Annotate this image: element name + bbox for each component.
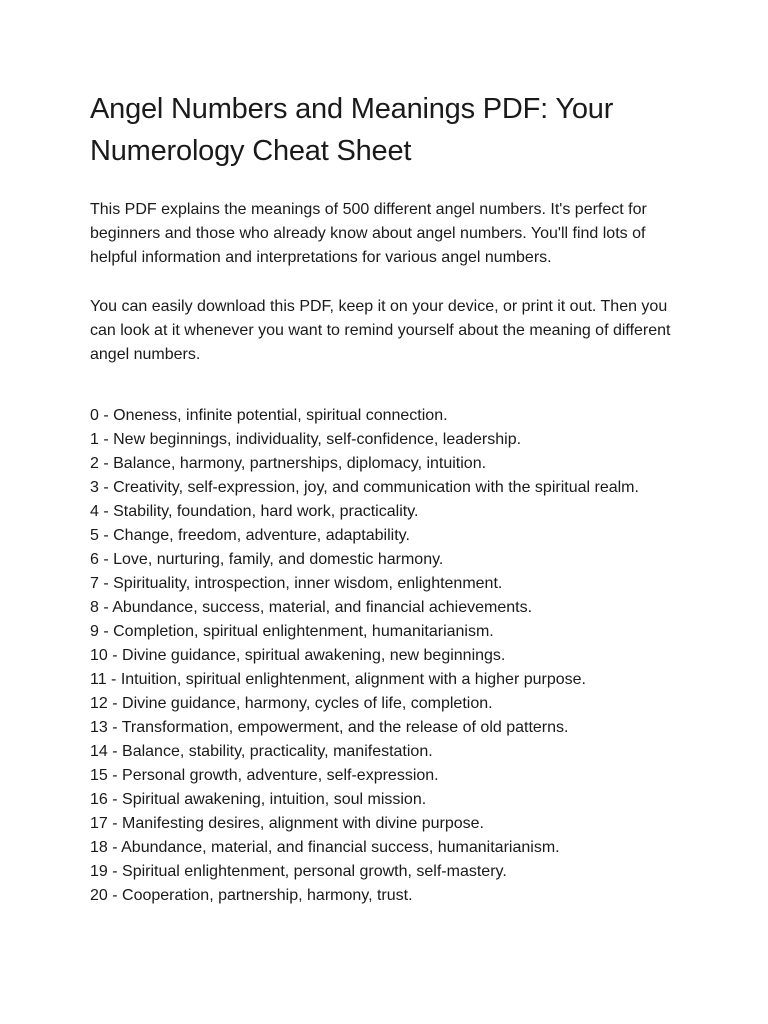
list-item: 14 - Balance, stability, practicality, manifestation. xyxy=(90,743,433,760)
list-item: 15 - Personal growth, adventure, self-expression. xyxy=(90,767,439,784)
list-item: 12 - Divine guidance, harmony, cycles of life, completion. xyxy=(90,695,493,712)
list-item: 16 - Spiritual awakening, intuition, soul mission. xyxy=(90,791,427,808)
list-item: 2 - Balance, harmony, partnerships, diplomacy, intuition. xyxy=(90,455,487,472)
list-item: 0 - Oneness, infinite potential, spiritual connection. xyxy=(90,407,448,424)
list-item: 10 - Divine guidance, spiritual awakening, new beginnings. xyxy=(90,647,506,664)
angel-number-list xyxy=(90,404,690,908)
list-item: 19 - Spiritual enlightenment, personal growth, self-mastery. xyxy=(90,863,507,880)
intro-paragraph: This PDF explains the meanings of 500 different angel numbers. It's perfect for beginners and those who already know about angel numbers. You'll find lots of helpful information and interpretations for various angel numbers. xyxy=(90,201,647,266)
list-item: 1 - New beginnings, individuality, self-confidence, leadership. xyxy=(90,431,522,448)
list-item: 17 - Manifesting desires, alignment with divine purpose. xyxy=(90,815,484,832)
document-page xyxy=(90,88,690,904)
list-item: 13 - Transformation, empowerment, and the release of old patterns. xyxy=(90,719,569,736)
list-item: 18 - Abundance, material, and financial success, humanitarianism. xyxy=(90,839,560,856)
list-item: 7 - Spirituality, introspection, inner wisdom, enlightenment. xyxy=(90,575,503,592)
download-paragraph: You can easily download this PDF, keep it on your device, or print it out. Then you can look at it whenever you want to remind yourself about the meaning of different angel numbers. xyxy=(90,298,671,363)
list-item: 4 - Stability, foundation, hard work, practicality. xyxy=(90,503,419,520)
list-item: 3 - Creativity, self-expression, joy, and communication with the spiritual realm. xyxy=(90,479,639,496)
list-item: 11 - Intuition, spiritual enlightenment, alignment with a higher purpose. xyxy=(90,671,586,688)
list-item: 8 - Abundance, success, material, and financial achievements. xyxy=(90,599,533,616)
list-item: 5 - Change, freedom, adventure, adaptability. xyxy=(90,527,410,544)
list-item: 6 - Love, nurturing, family, and domestic harmony. xyxy=(90,551,444,568)
list-item: 20 - Cooperation, partnership, harmony, trust. xyxy=(90,887,413,904)
list-item: 9 - Completion, spiritual enlightenment, humanitarianism. xyxy=(90,623,494,640)
document-title: Angel Numbers and Meanings PDF: Your Numerology Cheat Sheet xyxy=(90,93,614,167)
